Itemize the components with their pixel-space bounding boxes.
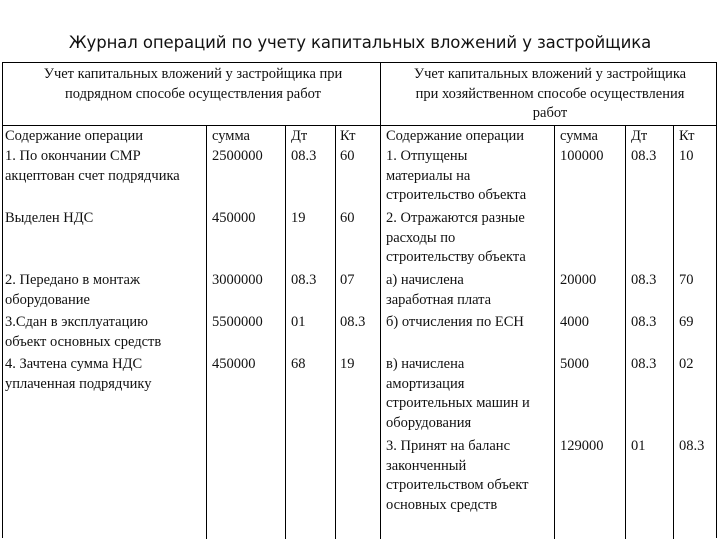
right-row-4-sum: 4000 [560, 314, 589, 330]
left-row-4-content: 3.Сдан в эксплуатацию объект основных средств [5, 314, 162, 350]
right-header-dt: Дт [631, 128, 648, 144]
right-row-1-sum: 100000 [560, 148, 604, 164]
divider-left-kt [335, 125, 336, 539]
operations-journal-table [2, 62, 717, 538]
left-header-content: Содержание операции [5, 128, 144, 144]
right-row-1-dt: 08.3 [631, 148, 657, 164]
left-row-5-content: 4. Зачтена сумма НДС уплаченная подрядчику [5, 356, 152, 392]
divider-under-headings [3, 125, 716, 126]
left-row-1-sum: 2500000 [212, 148, 263, 164]
right-row-4-kt: 69 [679, 314, 694, 330]
right-row-3-dt: 08.3 [631, 272, 657, 288]
left-header-sum: сумма [212, 128, 250, 144]
right-row-3-sum: 20000 [560, 272, 597, 288]
left-row-2-kt: 60 [340, 210, 355, 226]
right-row-3-kt: 70 [679, 272, 694, 288]
left-row-1-kt: 60 [340, 148, 355, 164]
right-header-sum: сумма [560, 128, 598, 144]
left-row-4-dt: 01 [291, 314, 306, 330]
right-row-6-content: 3. Принят на баланс законченный строительством объект основных средств [386, 438, 529, 513]
right-row-4-content: б) отчисления по ЕСН [386, 314, 524, 330]
divider-right-sum [554, 125, 555, 539]
left-row-3-content: 2. Передано в монтаж оборудование [5, 272, 140, 308]
right-section-heading: Учет капитальных вложений у застройщика при хозяйственном способе осуществления работ [413, 66, 687, 121]
left-row-3-dt: 08.3 [291, 272, 317, 288]
left-row-2-sum: 450000 [212, 210, 256, 226]
left-row-4-kt: 08.3 [340, 314, 366, 330]
left-row-1-dt: 08.3 [291, 148, 317, 164]
left-row-2-content: Выделен НДС [5, 210, 94, 226]
left-row-3-kt: 07 [340, 272, 355, 288]
left-row-3-sum: 3000000 [212, 272, 263, 288]
right-header-content: Содержание операции [386, 128, 525, 144]
right-row-5-dt: 08.3 [631, 356, 657, 372]
right-row-4-dt: 08.3 [631, 314, 657, 330]
left-header-dt: Дт [291, 128, 308, 144]
page-title: Журнал операций по учету капитальных вложений у застройщика [68, 33, 652, 52]
right-row-6-kt: 08.3 [679, 438, 705, 454]
right-row-6-sum: 129000 [560, 438, 604, 454]
right-row-5-kt: 02 [679, 356, 694, 372]
left-row-5-sum: 450000 [212, 356, 256, 372]
divider-left-dt [285, 125, 286, 539]
right-row-1-content: 1. Отпущены материалы на строительство объекта [386, 148, 527, 203]
left-row-1-content: 1. По окончании СМР акцептован счет подрядчика [5, 148, 180, 184]
left-row-2-dt: 19 [291, 210, 306, 226]
left-row-4-sum: 5500000 [212, 314, 263, 330]
right-row-3-content: а) начислена заработная плата [386, 272, 492, 308]
divider-center [380, 63, 381, 539]
divider-left-sum [206, 125, 207, 539]
right-header-kt: Кт [679, 128, 695, 144]
left-header-kt: Кт [340, 128, 356, 144]
divider-right-dt [625, 125, 626, 539]
left-row-5-kt: 19 [340, 356, 355, 372]
right-row-6-dt: 01 [631, 438, 646, 454]
left-row-5-dt: 68 [291, 356, 306, 372]
right-row-5-content: в) начислена амортизация строительных машин и оборудования [386, 356, 530, 431]
divider-right-kt [673, 125, 674, 539]
right-row-5-sum: 5000 [560, 356, 589, 372]
left-section-heading: Учет капитальных вложений у застройщика при подрядном способе осуществления работ [43, 66, 343, 102]
right-row-1-kt: 10 [679, 148, 694, 164]
right-row-2-content: 2. Отражаются разные расходы по строительству объекта [386, 210, 526, 265]
